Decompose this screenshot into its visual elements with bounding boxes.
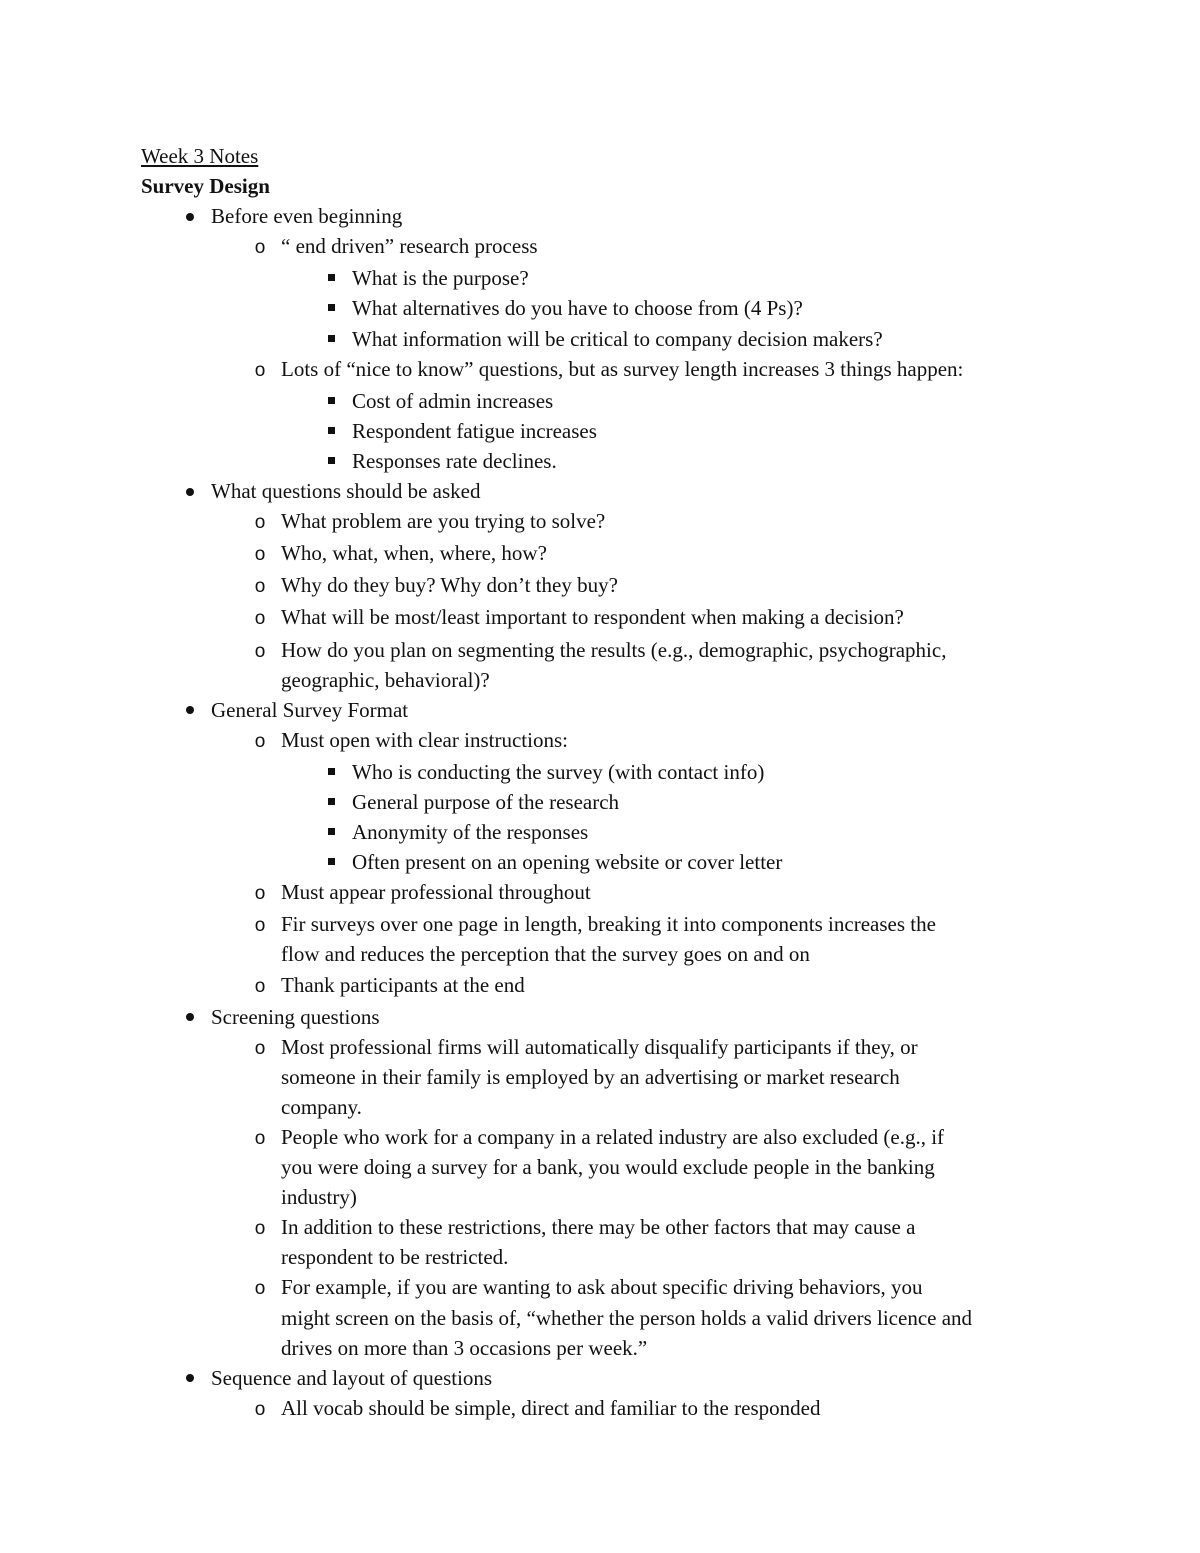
list-item-text: Screening questions [211, 1004, 380, 1029]
list-item-line: might screen on the basis of, “whether the person holds a valid drivers licence and [281, 1305, 973, 1330]
list-item-level-2 [141, 354, 1071, 386]
outline-list [141, 201, 1071, 1425]
list-item-level-2 [141, 506, 1071, 538]
list-item-level-3 [141, 416, 1071, 446]
list-item-level-1 [141, 1363, 1071, 1393]
list-item-level-2 [141, 970, 1071, 1002]
bullet-o-marker: o [254, 237, 266, 259]
bullet-square-icon [310, 787, 352, 817]
list-item-text: Lots of “nice to know” questions, but as survey length increases 3 things happen: [281, 356, 964, 381]
list-item-level-1 [141, 1002, 1071, 1032]
bullet-dot-icon [169, 201, 211, 231]
list-item-text: General Survey Format [211, 697, 409, 722]
list-item-text: Responses rate declines. [352, 448, 557, 473]
bullet-o-marker: o [254, 1037, 266, 1059]
list-item-text: Anonymity of the responses [352, 820, 589, 845]
list-item-line: Fir surveys over one page in length, breaking it into components increases the [281, 912, 936, 937]
list-item-text: What will be most/least important to respondent when making a decision? [281, 605, 904, 630]
bullet-o-marker: o [254, 1218, 266, 1240]
list-item-level-1 [141, 201, 1071, 231]
list-item-text: General purpose of the research [352, 789, 620, 814]
bullet-square-icon [310, 324, 352, 354]
list-item-text: Who is conducting the survey (with contact info) [352, 759, 765, 784]
list-item-text [281, 1032, 1071, 1122]
list-item-text: What alternatives do you have to choose from (4 Ps)? [352, 296, 803, 321]
list-item-level-2 [141, 1032, 1071, 1122]
list-item-text [281, 1272, 1071, 1362]
bullet-o-marker: o [254, 1128, 266, 1149]
bullet-square-icon [310, 263, 352, 293]
bullet-square-icon [310, 293, 352, 323]
bullet-dot-icon [169, 1363, 211, 1393]
list-item-level-2 [141, 231, 1071, 263]
list-item-text: Respondent fatigue increases [352, 418, 597, 443]
list-item-level-2 [141, 538, 1071, 570]
list-item-level-2 [141, 570, 1071, 602]
list-item-text: Before even beginning [211, 204, 403, 229]
list-item-level-3 [141, 324, 1071, 354]
bullet-o-marker: o [254, 576, 266, 598]
document-page [141, 141, 1071, 1425]
bullet-dot-icon [169, 1002, 211, 1032]
list-item-line: In addition to these restrictions, there may be other factors that may cause a [281, 1215, 916, 1240]
list-item-level-2 [141, 909, 1071, 969]
list-item-level-3 [141, 446, 1071, 476]
bullet-square-icon [310, 847, 352, 877]
bullet-square-icon [310, 416, 352, 446]
list-item-text: Why do they buy? Why don’t they buy? [281, 573, 618, 598]
bullet-square-icon [310, 386, 352, 416]
list-item-level-2 [141, 725, 1071, 757]
bullet-o-marker: o [254, 975, 266, 997]
list-item-line: you were doing a survey for a bank, you would exclude people in the banking [281, 1155, 935, 1180]
bullet-square-icon [310, 757, 352, 787]
bullet-o-marker: o [254, 359, 266, 381]
list-item-line: flow and reduces the perception that the survey goes on and on [281, 942, 810, 967]
list-item-line: geographic, behavioral)? [281, 667, 490, 692]
list-item-level-2 [141, 635, 1071, 695]
list-item-line: Most professional firms will automatically disqualify participants if they, or [281, 1034, 918, 1059]
list-item-text: Often present on an opening website or cover letter [352, 850, 783, 875]
list-item-line: respondent to be restricted. [281, 1245, 509, 1270]
list-item-level-1 [141, 695, 1071, 725]
list-item-text [281, 635, 1071, 695]
list-item-text [281, 909, 1071, 969]
list-item-level-2 [141, 602, 1071, 634]
list-item-text: “ end driven” research process [281, 234, 538, 259]
bullet-o-marker: o [254, 883, 266, 905]
bullet-dot-icon [169, 476, 211, 506]
bullet-square-icon [310, 817, 352, 847]
list-item-text: All vocab should be simple, direct and familiar to the responded [281, 1395, 821, 1420]
bullet-o-marker: o [254, 1278, 266, 1300]
list-item-level-3 [141, 817, 1071, 847]
list-item-text: What information will be critical to company decision makers? [352, 326, 883, 351]
list-item-level-3 [141, 263, 1071, 293]
document-title: Week 3 Notes [141, 144, 259, 168]
list-item-level-2 [141, 1272, 1071, 1362]
list-item-line: company. [281, 1094, 362, 1119]
list-item-text: Must appear professional throughout [281, 880, 591, 905]
list-item-level-3 [141, 787, 1071, 817]
list-item-line: someone in their family is employed by an advertising or market research [281, 1064, 900, 1089]
bullet-o-marker: o [254, 730, 266, 752]
list-item-text: What questions should be asked [211, 479, 481, 504]
list-item-text [281, 1212, 1071, 1272]
list-item-line: drives on more than 3 occasions per week.” [281, 1335, 648, 1360]
list-item-text: Thank participants at the end [281, 972, 525, 997]
list-item-line: industry) [281, 1185, 357, 1210]
list-item-level-3 [141, 293, 1071, 323]
bullet-o-marker: o [254, 1398, 266, 1420]
list-item-level-3 [141, 386, 1071, 416]
list-item-line: How do you plan on segmenting the results (e.g., demographic, psychographic, [281, 637, 947, 662]
list-item-level-2 [141, 1393, 1071, 1425]
bullet-square-icon [310, 446, 352, 476]
list-item-level-2 [141, 1212, 1071, 1272]
list-item-level-3 [141, 847, 1071, 877]
list-item-level-3 [141, 757, 1071, 787]
list-item-text: Who, what, when, where, how? [281, 541, 547, 566]
list-item-level-2 [141, 1122, 1071, 1212]
list-item-text [281, 1122, 1071, 1212]
list-item-text: What problem are you trying to solve? [281, 509, 606, 534]
list-item-text: Sequence and layout of questions [211, 1365, 493, 1390]
list-item-text: Must open with clear instructions: [281, 727, 568, 752]
list-item-text: Cost of admin increases [352, 388, 554, 413]
section-heading: Survey Design [141, 174, 270, 199]
bullet-dot-icon [169, 695, 211, 725]
bullet-o-marker: o [254, 640, 266, 662]
bullet-o-marker: o [254, 608, 266, 630]
list-item-level-1 [141, 476, 1071, 506]
list-item-line: People who work for a company in a related industry are also excluded (e.g., if [281, 1125, 945, 1149]
list-item-text: What is the purpose? [352, 266, 529, 291]
list-item-line: For example, if you are wanting to ask about specific driving behaviors, you [281, 1275, 923, 1300]
bullet-o-marker: o [254, 915, 266, 937]
bullet-o-marker: o [254, 512, 266, 534]
list-item-level-2 [141, 877, 1071, 909]
bullet-o-marker: o [254, 544, 266, 566]
